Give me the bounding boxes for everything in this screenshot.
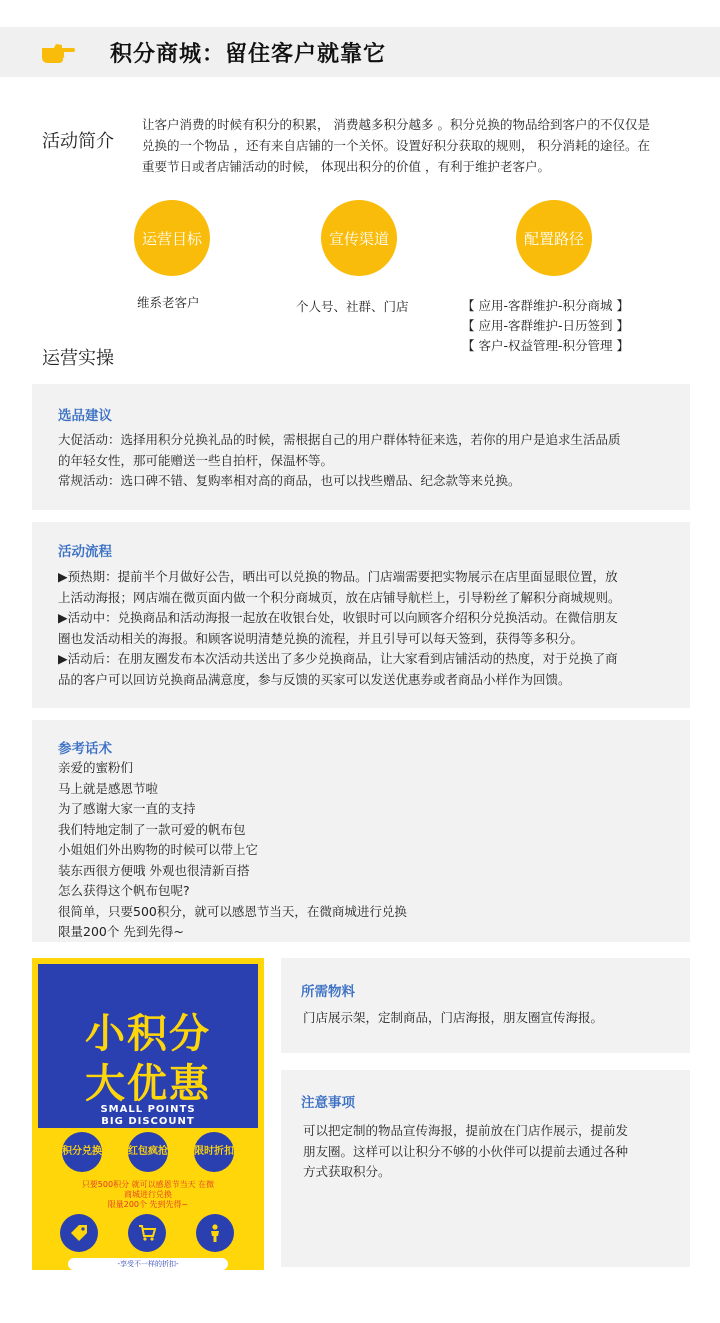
pointing-hand-icon	[40, 39, 76, 65]
header-bar	[0, 27, 720, 77]
script-body	[58, 758, 407, 943]
flow-panel	[32, 522, 690, 708]
script-line: 限量200个 先到先得~	[58, 924, 184, 939]
selection-panel	[32, 384, 690, 510]
poster-badge: 限时折扣	[194, 1132, 234, 1172]
selection-line: 大促活动：选择用积分兑换礼品的时候，需根据自己的用户群体特征来选，若你的用户是追求生活品质	[58, 432, 621, 447]
flow-line: 品的客户可以回访兑换商品满意度，参与反馈的买家可以发送优惠券或者商品小样作为回馈。	[58, 671, 571, 687]
path-circle-label: 配置路径	[523, 229, 584, 248]
selection-line: 的年轻女性，那可能赠送一些自拍杆，保温杯等。	[58, 452, 334, 468]
notes-title: 注意事项	[301, 1095, 355, 1111]
poster-headline-2: 大优惠	[85, 1061, 211, 1107]
path-line: 【 客户-权益管理-积分管理 】	[462, 338, 629, 353]
materials-text: 门店展示架，定制商品，门店海报，朋友圈宣传海报。	[303, 1010, 604, 1025]
selection-body	[58, 430, 621, 492]
flow-line: ▶预热期：提前半个月做好公告，晒出可以兑换的物品。门店端需要把实物展示在店里面显眼位置，放	[58, 569, 618, 584]
page-title: 积分商城：留住客户就靠它	[110, 42, 387, 67]
poster-small-text: 商城进行兑换	[124, 1190, 172, 1199]
poster-footer: -享受不一样的折扣-	[68, 1258, 228, 1270]
promo-poster	[32, 958, 264, 1270]
intro-text: 让客户消费的时候有积分的积累， 消费越多积分越多 。积分兑换的物品给到客户的不仅仅是兑换的一个物品 ，还有来自店铺的一个关怀。设置好积分获取的规则， 积分消耗的途径。在重要节日或者店铺活动的时候， 体现出积分的价值 ，有利于维护老客户。	[142, 117, 650, 174]
materials-panel	[281, 958, 690, 1053]
path-line: 【 应用-客群维护-积分商城 】	[462, 298, 629, 313]
script-line: 怎么获得这个帆布包呢?	[58, 883, 190, 898]
poster-badge: 积分兑换	[62, 1132, 102, 1172]
script-line: 为了感谢大家一直的支持	[58, 801, 196, 816]
flow-title: 活动流程	[58, 544, 112, 560]
poster-en-1: SMALL POINTS	[100, 1104, 196, 1115]
poster-headline-1: 小积分	[85, 1011, 211, 1057]
selection-line: 常规活动：选口碑不错、复购率相对高的商品，也可以找些赠品、纪念款等来兑换。	[58, 473, 521, 488]
channel-circle	[321, 200, 397, 276]
path-lines	[462, 296, 629, 356]
channel-circle-label: 宣传渠道	[328, 229, 389, 248]
goal-circle	[134, 200, 210, 276]
notes-line: 朋友圈。这样可以让积分不够的小伙伴可以提前去通过各种	[303, 1143, 629, 1159]
selection-title: 选品建议	[58, 408, 112, 424]
poster-badge: 红包疯抢	[128, 1132, 168, 1172]
intro-label: 活动简介	[42, 131, 114, 152]
notes-line: 可以把定制的物品宣传海报，提前放在门店作展示，提前发	[303, 1123, 629, 1138]
script-line: 马上就是感恩节啦	[58, 780, 159, 796]
tag-icon	[60, 1214, 98, 1252]
notes-panel	[281, 1070, 690, 1267]
channel-caption: 个人号、社群、门店	[296, 299, 409, 314]
poster-small-text: 只要500积分 就可以感恩节当天 在微	[81, 1180, 215, 1189]
poster-small-text: 限量200个 先到先得~	[107, 1200, 189, 1209]
goal-circle-label: 运营目标	[141, 229, 202, 248]
notes-line: 方式获取积分。	[303, 1164, 391, 1179]
flow-body	[58, 567, 621, 690]
path-line: 【 应用-客群维护-日历签到 】	[462, 318, 629, 333]
script-line: 很简单，只要500积分，就可以感恩节当天，在微商城进行兑换	[58, 903, 407, 919]
flow-line: 圈也发活动相关的海报。和顾客说明清楚兑换的流程，并且引导可以每天签到，获得等多积分。	[58, 630, 584, 646]
path-circle	[516, 200, 592, 276]
materials-title: 所需物料	[301, 984, 355, 1000]
cart-icon	[128, 1214, 166, 1252]
flow-line: 上活动海报；网店端在微页面内做一个积分商城页，放在店铺导航栏上，引导粉丝了解积分商城规则。	[58, 589, 621, 605]
poster-en-2: BIG DISCOUNT	[101, 1116, 195, 1127]
script-line: 我们特地定制了一款可爱的帆布包	[58, 821, 246, 837]
notes-body	[303, 1121, 628, 1183]
script-title: 参考话术	[58, 741, 112, 757]
practice-label: 运营实操	[42, 348, 114, 369]
script-line: 装东西很方便哦 外观也很清新百搭	[58, 862, 250, 878]
script-line: 亲爱的蜜粉们	[58, 760, 134, 775]
goal-caption: 维系老客户	[137, 295, 200, 310]
flow-line: ▶活动后：在朋友圈发布本次活动共送出了多少兑换商品，让大家看到店铺活动的热度，对于兑换了商	[58, 651, 618, 666]
script-panel	[32, 720, 690, 942]
script-line: 小姐姐们外出购物的时候可以带上它	[58, 842, 259, 857]
flow-line: ▶活动中：兑换商品和活动海报一起放在收银台处，收银时可以向顾客介绍积分兑换活动。在微信朋友	[58, 610, 618, 625]
person-icon	[196, 1214, 234, 1252]
